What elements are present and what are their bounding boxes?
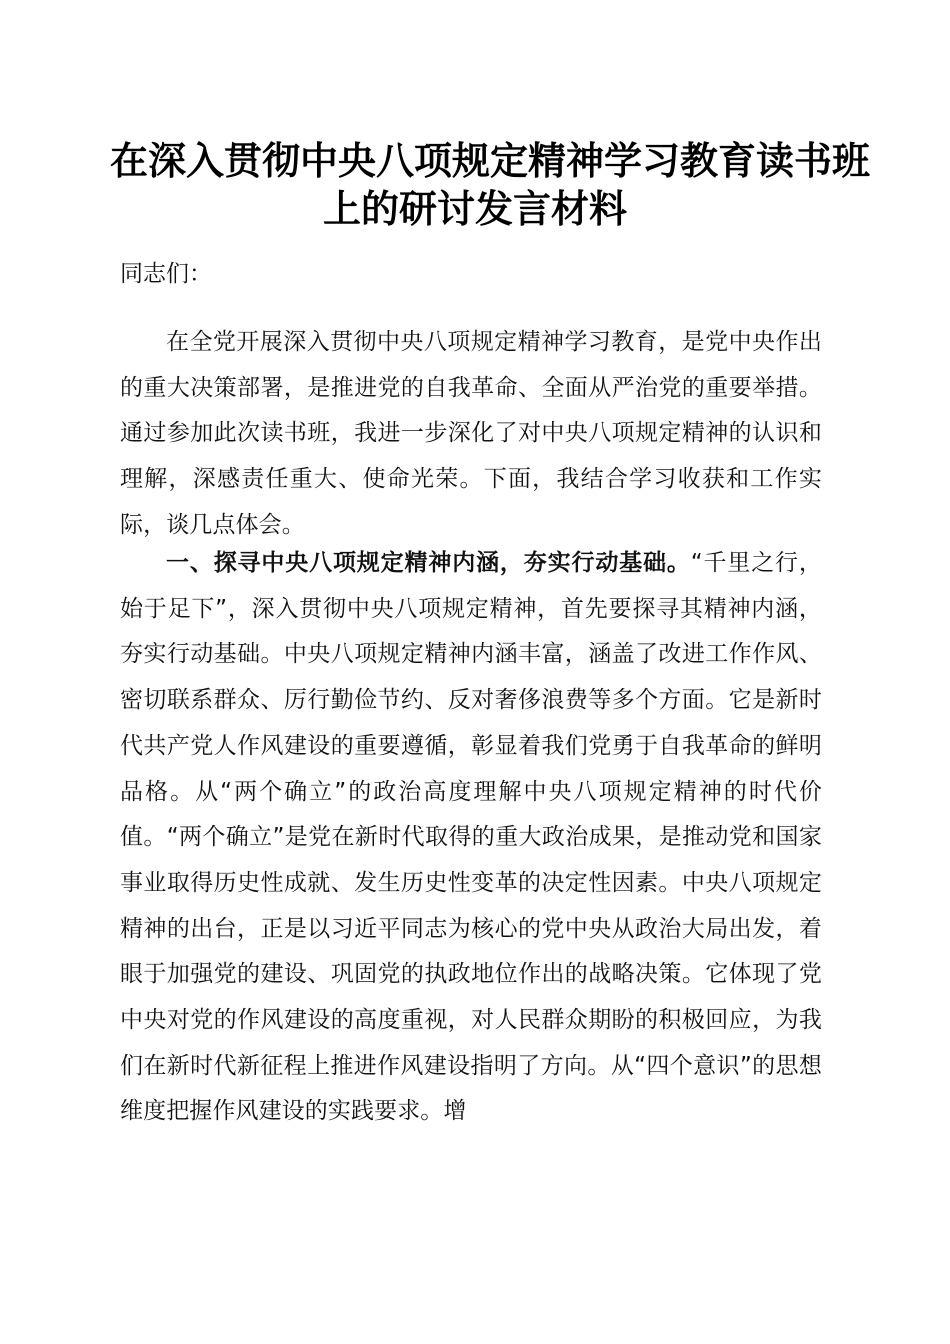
intro-paragraph: 在全党开展深入贯彻中央八项规定精神学习教育，是党中央作出的重大决策部署，是推进党的自我革命、全面从严治党的重要举措。通过参加此次读书班，我进一步深化了对中央八项规定精神的认识和理解，深感责任重大、使命光荣。下面，我结合学习收获和工作实际，谈几点体会。 bbox=[120, 329, 822, 538]
section-1-heading: 一、探寻中央八项规定精神内涵，夯实行动基础。 bbox=[166, 550, 691, 576]
salutation: 同志们： bbox=[120, 261, 212, 287]
document-title-line-2: 上的研讨发言材料 bbox=[322, 186, 627, 231]
document-title-line-1: 在深入贯彻中央八项规定精神学习教育读书班 bbox=[110, 138, 871, 183]
section-1-body: “千里之行，始于足下”，深入贯彻中央八项规定精神，首先要探寻其精神内涵，夯实行动基础。中央八项规定精神内涵丰富，涵盖了改进工作作风、密切联系群众、厉行勤俭节约、反对奢侈浪费等多个方面。它是新时代共产党人作风建设的重要遵循，彰显着我们党勇于自我革命的鲜明品格。从“两个确立”的政治高度理解中央八项规定精神的时代价值。“两个确立”是党在新时代取得的重大政治成果，是推动党和国家事业取得历史性成就、发生历史性变革的决定性因素。中央八项规定精神的出台，正是以习近平同志为核心的党中央从政治大局出发，着眼于加强党的建设、巩固党的执政地位作出的战略决策。它体现了党中央对党的作风建设的高度重视，对人民群众期盼的积极回应，为我们在新时代新征程上推进作风建设指明了方向。从“四个意识”的思想维度把握作风建设的实践要求。增 bbox=[120, 550, 823, 1125]
section-1-paragraph bbox=[120, 541, 822, 1135]
